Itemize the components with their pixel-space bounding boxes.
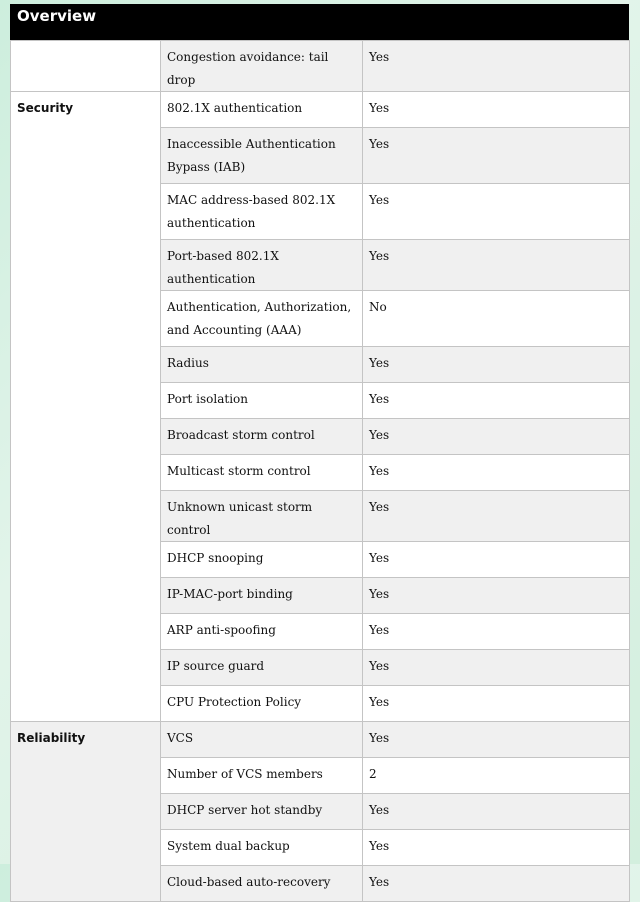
value-cell: Yes bbox=[363, 686, 630, 722]
feature-cell: Broadcast storm control bbox=[161, 419, 363, 455]
feature-cell: Port-based 802.1X authentication bbox=[161, 240, 363, 291]
feature-cell: IP source guard bbox=[161, 650, 363, 686]
category-cell bbox=[11, 41, 161, 92]
value-cell: Yes bbox=[363, 794, 630, 830]
value-cell: Yes bbox=[363, 92, 630, 128]
value-cell: Yes bbox=[363, 830, 630, 866]
feature-cell: MAC address-based 802.1X authentication bbox=[161, 184, 363, 240]
value-cell: Yes bbox=[363, 383, 630, 419]
value-cell: Yes bbox=[363, 419, 630, 455]
feature-cell: DHCP snooping bbox=[161, 542, 363, 578]
value-cell: Yes bbox=[363, 866, 630, 902]
value-cell: Yes bbox=[363, 491, 630, 542]
value-cell: Yes bbox=[363, 347, 630, 383]
table-row bbox=[11, 41, 630, 92]
spec-document bbox=[10, 4, 629, 902]
value-cell: No bbox=[363, 291, 630, 347]
feature-cell: Port isolation bbox=[161, 383, 363, 419]
table-row bbox=[11, 722, 630, 758]
value-cell: Yes bbox=[363, 240, 630, 291]
category-cell-security: Security bbox=[11, 92, 161, 722]
value-cell: Yes bbox=[363, 614, 630, 650]
feature-cell: Inaccessible Authentication Bypass (IAB) bbox=[161, 128, 363, 184]
value-cell: Yes bbox=[363, 722, 630, 758]
value-cell: Yes bbox=[363, 41, 630, 92]
feature-cell: Multicast storm control bbox=[161, 455, 363, 491]
value-cell: Yes bbox=[363, 650, 630, 686]
value-cell: Yes bbox=[363, 184, 630, 240]
feature-cell: ARP anti-spoofing bbox=[161, 614, 363, 650]
value-cell: 2 bbox=[363, 758, 630, 794]
feature-cell: Radius bbox=[161, 347, 363, 383]
value-cell: Yes bbox=[363, 578, 630, 614]
table-row bbox=[11, 92, 630, 128]
feature-cell: VCS bbox=[161, 722, 363, 758]
feature-cell: Cloud-based auto-recovery bbox=[161, 866, 363, 902]
value-cell: Yes bbox=[363, 542, 630, 578]
feature-cell: DHCP server hot standby bbox=[161, 794, 363, 830]
feature-cell: 802.1X authentication bbox=[161, 92, 363, 128]
feature-cell: CPU Protection Policy bbox=[161, 686, 363, 722]
feature-cell: Congestion avoidance: tail drop bbox=[161, 41, 363, 92]
feature-cell: IP-MAC-port binding bbox=[161, 578, 363, 614]
category-cell-reliability: Reliability bbox=[11, 722, 161, 902]
feature-cell: Unknown unicast storm control bbox=[161, 491, 363, 542]
spec-table bbox=[10, 40, 630, 902]
section-header: Overview bbox=[10, 4, 629, 40]
value-cell: Yes bbox=[363, 455, 630, 491]
value-cell: Yes bbox=[363, 128, 630, 184]
feature-cell: Authentication, Authorization, and Accounting (AAA) bbox=[161, 291, 363, 347]
feature-cell: System dual backup bbox=[161, 830, 363, 866]
feature-cell: Number of VCS members bbox=[161, 758, 363, 794]
